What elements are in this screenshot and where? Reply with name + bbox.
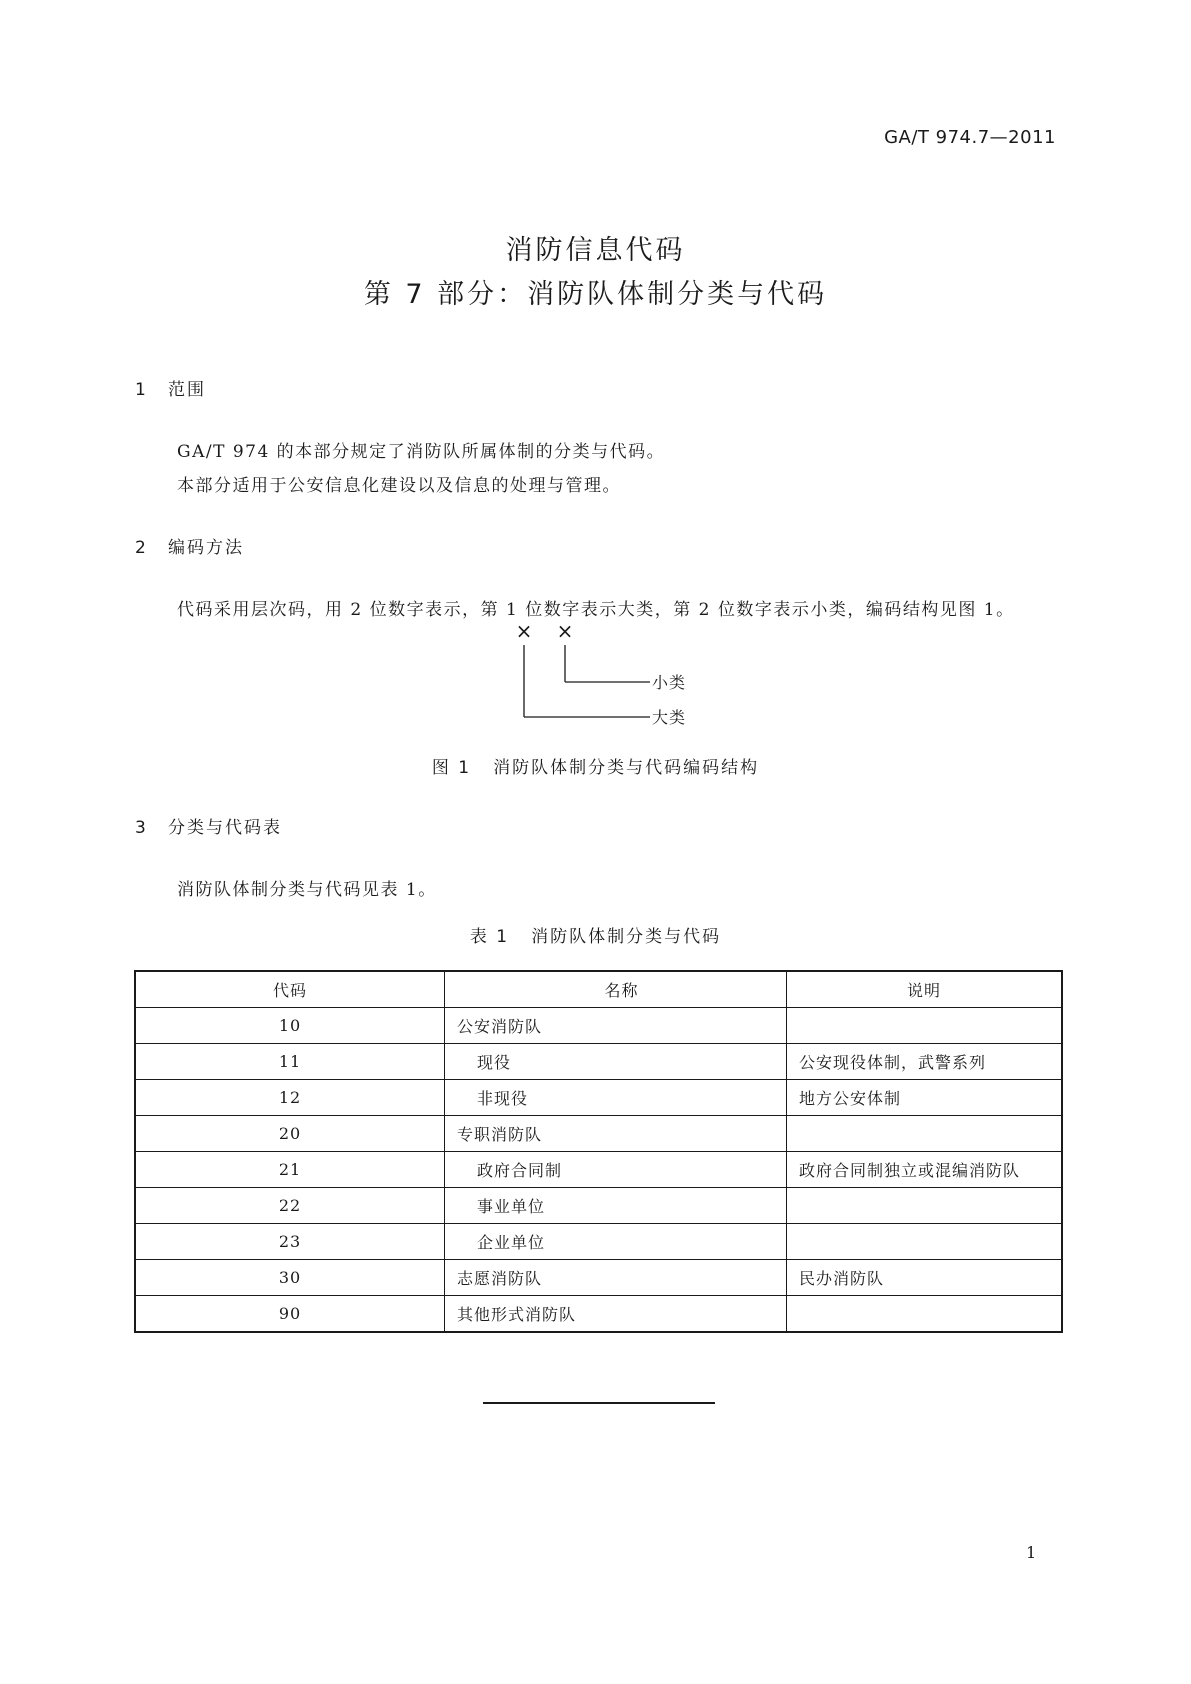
header-code: 代码 (135, 971, 445, 1008)
section-1-paragraph-1: GA/T 974 的本部分规定了消防队所属体制的分类与代码。 (177, 442, 666, 462)
minor-digit-placeholder: × (556, 625, 574, 643)
cell-description: 政府合同制独立或混编消防队 (787, 1152, 1063, 1188)
cell-description: 地方公安体制 (787, 1080, 1063, 1116)
table-row (135, 1080, 1062, 1116)
table-row (135, 1188, 1062, 1224)
figure-1-caption (0, 753, 1191, 778)
table-row (135, 1224, 1062, 1260)
table-row (135, 1260, 1062, 1296)
cell-name: 公安消防队 (445, 1008, 787, 1044)
figure-label: 图 1 (431, 758, 472, 778)
cell-name: 事业单位 (445, 1188, 787, 1224)
cell-code: 10 (135, 1008, 445, 1044)
end-of-document-rule (483, 1402, 715, 1404)
cell-description (787, 1296, 1063, 1333)
cell-description (787, 1188, 1063, 1224)
section-1-paragraph-2: 本部分适用于公安信息化建设以及信息的处理与管理。 (177, 476, 621, 496)
cell-code: 90 (135, 1296, 445, 1333)
cell-description: 民办消防队 (787, 1260, 1063, 1296)
section-title: 编码方法 (168, 538, 244, 558)
header-description: 说明 (787, 971, 1063, 1008)
cell-name: 政府合同制 (445, 1152, 787, 1188)
section-number: 3 (135, 818, 148, 838)
cell-name: 现役 (445, 1044, 787, 1080)
table-row (135, 1152, 1062, 1188)
header-name: 名称 (445, 971, 787, 1008)
cell-code: 30 (135, 1260, 445, 1296)
table-header-row (135, 971, 1062, 1008)
cell-name: 其他形式消防队 (445, 1296, 787, 1333)
section-title: 分类与代码表 (168, 818, 282, 838)
document-subtitle: 第 7 部分：消防队体制分类与代码 (363, 279, 828, 310)
section-3-heading (135, 813, 282, 838)
section-1-heading (135, 375, 206, 400)
section-2-heading (135, 533, 244, 558)
cell-code: 21 (135, 1152, 445, 1188)
table-row (135, 1044, 1062, 1080)
cell-description (787, 1116, 1063, 1152)
standard-code: GA/T 974.7—2011 (884, 127, 1056, 148)
page-number: 1 (1026, 1543, 1037, 1562)
major-digit-placeholder: × (515, 625, 533, 643)
table-label: 表 1 (469, 927, 510, 947)
cell-description (787, 1008, 1063, 1044)
cell-code: 20 (135, 1116, 445, 1152)
cell-code: 12 (135, 1080, 445, 1116)
section-number: 2 (135, 538, 148, 558)
section-2-paragraph: 代码采用层次码，用 2 位数字表示，第 1 位数字表示大类，第 2 位数字表示小类，编码结构见图 1。 (177, 600, 1015, 620)
code-structure-diagram (505, 625, 705, 730)
section-number: 1 (135, 380, 148, 400)
cell-code: 22 (135, 1188, 445, 1224)
table-row (135, 1008, 1062, 1044)
section-3-paragraph: 消防队体制分类与代码见表 1。 (177, 880, 437, 900)
table-row (135, 1116, 1062, 1152)
document-title: 消防信息代码 (505, 235, 686, 266)
major-category-label: 大类 (652, 708, 687, 727)
section-title: 范围 (168, 380, 206, 400)
cell-name: 非现役 (445, 1080, 787, 1116)
cell-description (787, 1224, 1063, 1260)
cell-name: 专职消防队 (445, 1116, 787, 1152)
cell-code: 11 (135, 1044, 445, 1080)
cell-code: 23 (135, 1224, 445, 1260)
classification-code-table (134, 970, 1063, 1333)
table-row (135, 1296, 1062, 1333)
table-1-caption (0, 922, 1191, 947)
minor-category-label: 小类 (652, 673, 687, 692)
cell-name: 企业单位 (445, 1224, 787, 1260)
cell-description: 公安现役体制，武警系列 (787, 1044, 1063, 1080)
table-caption-text: 消防队体制分类与代码 (531, 927, 722, 947)
figure-caption-text: 消防队体制分类与代码编码结构 (493, 758, 760, 778)
cell-name: 志愿消防队 (445, 1260, 787, 1296)
